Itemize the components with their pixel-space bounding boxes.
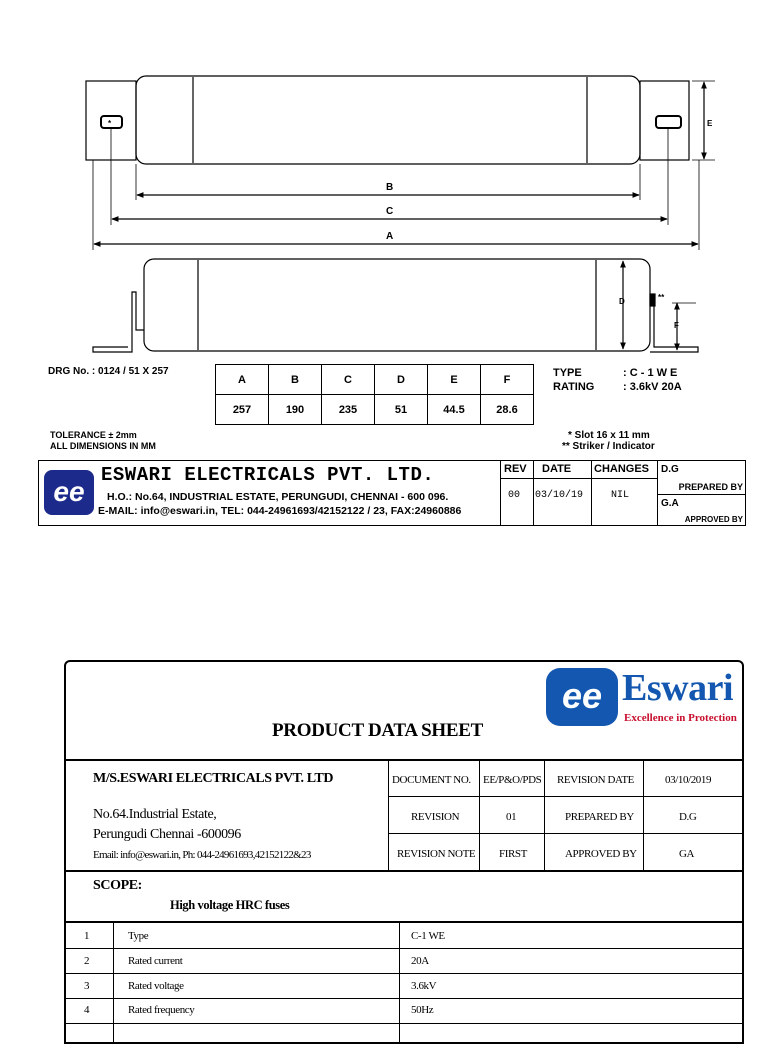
label-c: C [386, 206, 394, 217]
dim-value-b: 190 [269, 395, 322, 425]
rev-header: REV [504, 463, 527, 475]
ds-address1: No.64.Industrial Estate, [93, 807, 217, 822]
rating-value: : 3.6kV 20A [623, 381, 682, 393]
brand-logo-mark: ee [546, 668, 618, 726]
ds-company: M/S.ESWARI ELECTRICALS PVT. LTD [93, 771, 334, 786]
approved-label: APPROVED BY [684, 515, 743, 524]
dim-header-a: A [216, 365, 269, 395]
all-dims-note: ALL DIMENSIONS IN MM [50, 441, 156, 451]
date-header: DATE [542, 463, 572, 475]
scope-label: SCOPE: [93, 878, 142, 893]
product-data-sheet [64, 660, 744, 1044]
type-value: : C - 1 W E [623, 367, 678, 379]
prepared-label: PREPARED BY [678, 482, 743, 492]
prepared-by-value: D.G [679, 811, 697, 823]
date-value: 03/10/19 [535, 490, 584, 501]
slot-left [101, 116, 122, 128]
dim-header-e: E [428, 365, 481, 395]
row-2-param: Rated current [128, 955, 183, 967]
dimension-table [215, 364, 534, 425]
tolerance-note: TOLERANCE ± 2mm [50, 430, 137, 440]
ds-address2: Perungudi Chennai -600096 [93, 827, 241, 842]
rev-date-label: REVISION DATE [557, 774, 634, 786]
dim-header-d: D [375, 365, 428, 395]
doc-no-value: EE/P&O/PDS [483, 774, 542, 786]
label-slot-mark: * [108, 119, 112, 128]
sheet-title: PRODUCT DATA SHEET [272, 720, 484, 741]
label-a: A [386, 231, 394, 242]
dim-header-f: F [481, 365, 534, 395]
company-contact: E-MAIL: info@eswari.in, TEL: 044-24961693/42152122 / 23, FAX:24960886 [98, 505, 462, 517]
label-striker-mark: ** [658, 293, 665, 302]
left-bracket [93, 292, 144, 352]
rev-note-value: FIRST [499, 848, 527, 860]
row-3-no: 3 [84, 980, 90, 992]
rev-date-value: 03/10/2019 [665, 774, 712, 786]
type-label: TYPE [553, 367, 582, 379]
scope-text: High voltage HRC fuses [170, 898, 290, 912]
fuse-body [136, 76, 640, 164]
dim-value-f: 28.6 [481, 395, 534, 425]
dim-header-b: B [269, 365, 322, 395]
prepared-name: D.G [661, 464, 679, 475]
label-d: D [619, 297, 625, 306]
title-block [38, 460, 746, 526]
approved-by-value: GA [679, 848, 695, 860]
row-1-no: 1 [84, 930, 90, 942]
side-body [144, 259, 650, 351]
slot-note: * Slot 16 x 11 mm [568, 430, 650, 441]
label-b: B [386, 182, 394, 193]
dim-value-d: 51 [375, 395, 428, 425]
changes-value: NIL [611, 490, 630, 501]
slot-right [656, 116, 681, 128]
dim-value-e: 44.5 [428, 395, 481, 425]
striker-note: ** Striker / Indicator [562, 441, 655, 452]
row-2-no: 2 [84, 955, 90, 967]
drg-no: DRG No. : 0124 / 51 X 257 [48, 366, 169, 377]
row-1-value: C-1 WE [411, 930, 445, 942]
approved-name: G.A [661, 498, 679, 509]
row-4-no: 4 [84, 1004, 90, 1016]
label-e: E [707, 119, 713, 128]
brand-tagline: Excellence in Protection [624, 712, 737, 724]
rev-note-label: REVISION NOTE [397, 848, 476, 860]
brand-name: Eswari [622, 667, 733, 709]
row-2-value: 20A [411, 955, 429, 967]
changes-header: CHANGES [594, 463, 650, 475]
dim-header-c: C [322, 365, 375, 395]
company-name: ESWARI ELECTRICALS PVT. LTD. [101, 464, 435, 486]
fuse-drawing [0, 0, 768, 360]
rev-value: 00 [508, 490, 521, 501]
approved-by-label: APPROVED BY [565, 848, 637, 860]
logo: ee [44, 470, 94, 515]
label-f: F [674, 321, 679, 330]
doc-no-label: DOCUMENT NO. [392, 774, 471, 786]
row-3-param: Rated voltage [128, 980, 184, 992]
row-4-param: Rated frequency [128, 1004, 195, 1016]
row-3-value: 3.6kV [411, 980, 437, 992]
revision-label: REVISION [411, 811, 460, 823]
company-address: H.O.: No.64, INDUSTRIAL ESTATE, PERUNGUDI, CHENNAI - 600 096. [107, 491, 449, 503]
ds-email: Email: info@eswari.in, Ph: 044-24961693,42152122&23 [93, 849, 311, 861]
row-4-value: 50Hz [411, 1004, 434, 1016]
row-1-param: Type [128, 930, 149, 942]
striker [650, 294, 655, 306]
revision-value: 01 [506, 811, 517, 823]
rating-label: RATING [553, 381, 595, 393]
dim-value-c: 235 [322, 395, 375, 425]
prepared-by-label: PREPARED BY [565, 811, 634, 823]
dim-value-a: 257 [216, 395, 269, 425]
